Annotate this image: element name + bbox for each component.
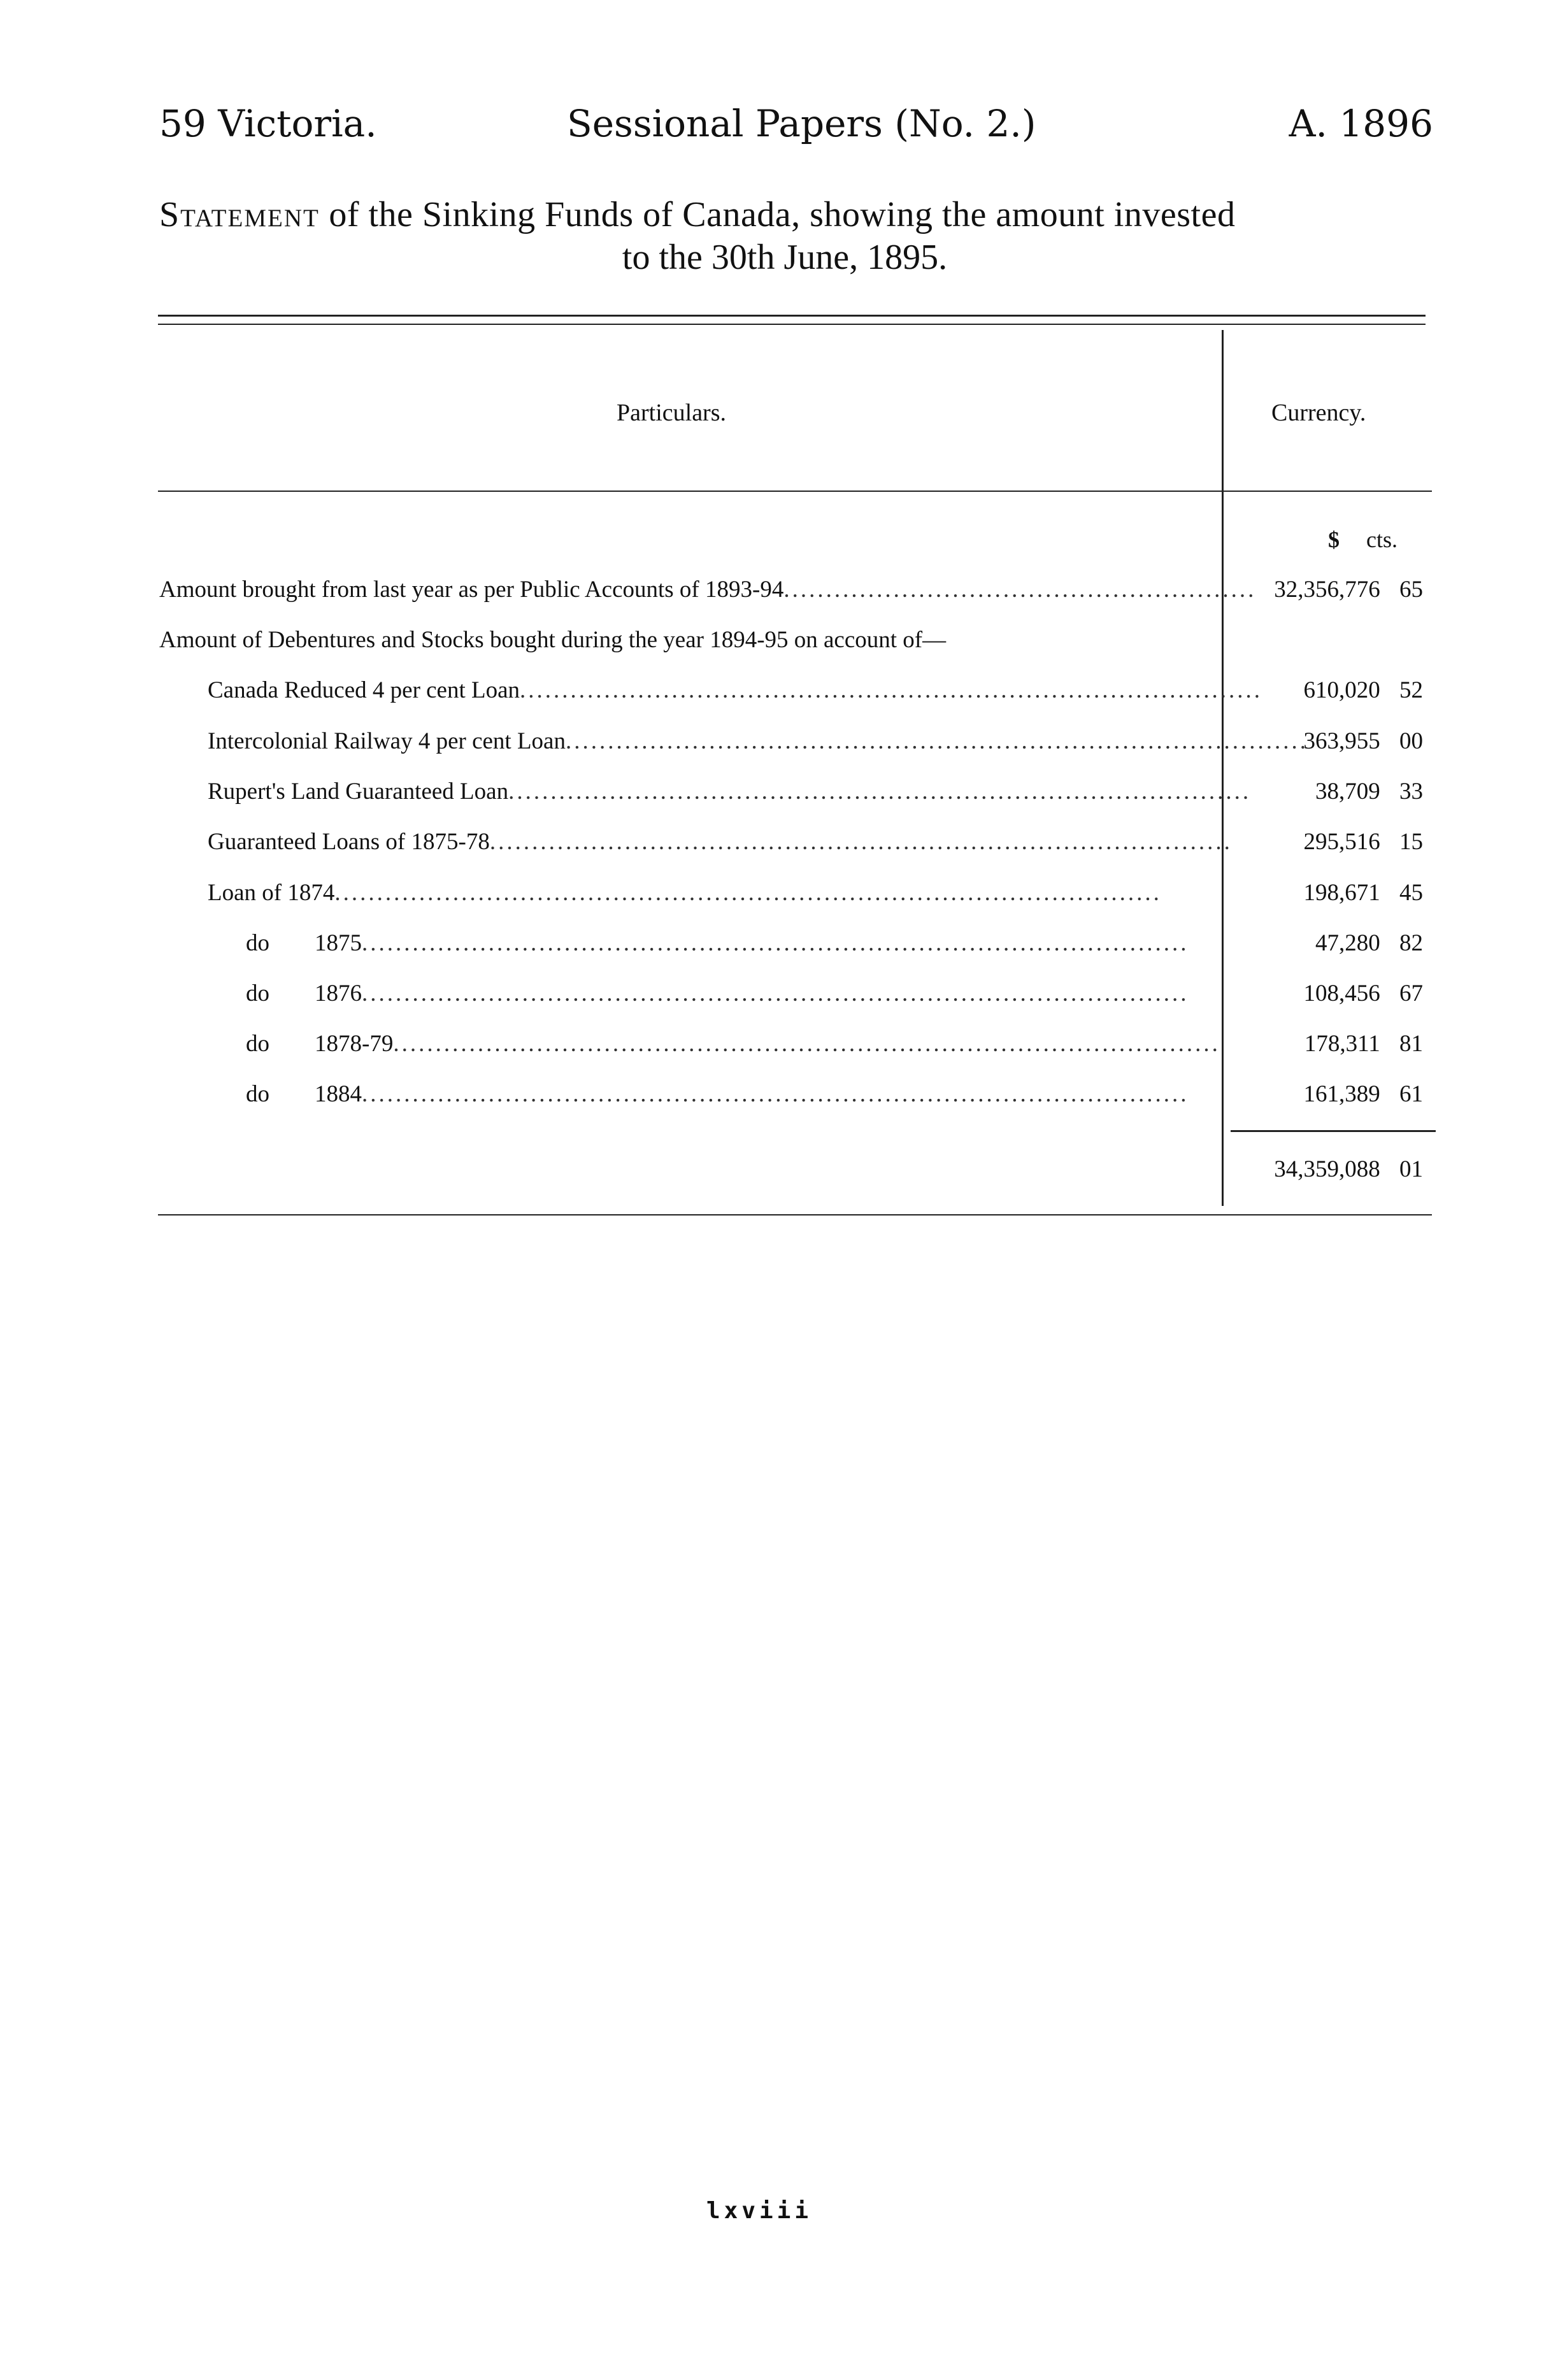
row-label: Amount of Debentures and Stocks bought during the year 1894-95 on account of— xyxy=(159,627,947,653)
table-row: do 1884 .................................................................................................. 161,389 61 xyxy=(246,1081,1423,1107)
header-year: A. 1896 xyxy=(1289,102,1433,145)
currency-units xyxy=(1328,526,1397,553)
row-amount xyxy=(1304,980,1424,1007)
row-label: Amount brought from last year as per Public Accounts of 1893-94 xyxy=(159,577,784,603)
row-dollars: 178,311 xyxy=(1304,1031,1380,1057)
row-year: 1876 xyxy=(315,980,362,1007)
row-label: do xyxy=(246,1031,269,1057)
row-label: do xyxy=(246,980,269,1007)
top-rule-2 xyxy=(158,324,1426,325)
table-row: Rupert's Land Guaranteed Loan ........................................................................................ 38,709 33 xyxy=(208,778,1423,805)
total-amount xyxy=(1274,1156,1423,1183)
table-row: do 1876 .................................................................................................. 108,456 67 xyxy=(246,980,1423,1007)
row-amount xyxy=(1304,728,1424,755)
row-amount xyxy=(1304,828,1424,856)
row-cents: 52 xyxy=(1399,677,1423,703)
row-cents: 15 xyxy=(1399,829,1423,855)
column-divider xyxy=(1222,330,1224,1206)
row-dollars: 47,280 xyxy=(1315,930,1380,956)
heading-rule xyxy=(158,491,1432,492)
total-row xyxy=(0,1156,1519,1194)
row-label: Intercolonial Railway 4 per cent Loan xyxy=(208,728,566,754)
table-row-subheading xyxy=(0,626,1519,664)
row-cents: 00 xyxy=(1399,728,1423,754)
statement-title-line2: to the 30th June, 1895. xyxy=(622,238,948,277)
total-cents: 01 xyxy=(1399,1156,1423,1182)
row-label: Loan of 1874 xyxy=(208,880,335,906)
row-cents: 65 xyxy=(1399,577,1423,603)
row-label: Canada Reduced 4 per cent Loan xyxy=(208,677,520,703)
currency-heading: Currency. xyxy=(1271,399,1366,426)
row-amount xyxy=(1315,778,1423,805)
row-dollars: 38,709 xyxy=(1315,778,1380,805)
top-rule xyxy=(158,315,1426,317)
row-cents: 67 xyxy=(1399,980,1423,1007)
row-year: 1884 xyxy=(315,1081,362,1107)
row-cents: 61 xyxy=(1399,1081,1423,1107)
row-dollars: 363,955 xyxy=(1303,728,1380,754)
row-amount xyxy=(1315,929,1423,957)
table-row: Intercolonial Railway 4 per cent Loan ........................................................................................ 363,955 00 xyxy=(208,728,1423,754)
row-label: do xyxy=(246,930,269,956)
page-number: lxviii xyxy=(706,2198,813,2224)
row-cents: 33 xyxy=(1399,778,1423,805)
row-dollars: 610,020 xyxy=(1303,677,1380,703)
row-year: 1875 xyxy=(315,930,362,956)
table-row: Canada Reduced 4 per cent Loan ........................................................................................ 610,020 52 xyxy=(208,677,1423,703)
bottom-rule xyxy=(158,1214,1432,1215)
header-session: 59 Victoria. xyxy=(159,102,377,145)
row-dollars: 198,671 xyxy=(1303,880,1380,906)
table-row: Guaranteed Loans of 1875-78 ........................................................................................ 295,516 15 xyxy=(208,829,1423,855)
row-amount xyxy=(1305,1030,1423,1057)
row-cents: 45 xyxy=(1399,880,1423,906)
header-title: Sessional Papers (No. 2.) xyxy=(567,102,1036,145)
table-row: do 1875 .................................................................................................. 47,280 82 xyxy=(246,930,1423,956)
running-header xyxy=(159,102,1433,166)
dollar-sign: $ xyxy=(1328,527,1340,552)
row-label: Guaranteed Loans of 1875-78 xyxy=(208,829,490,855)
table-row: Amount brought from last year as per Public Accounts of 1893-94 ........................................................ 32,356,776 65 xyxy=(159,577,1423,603)
table-row: do 1878-79 .................................................................................................. 178,311 81 xyxy=(246,1031,1423,1057)
row-label: Rupert's Land Guaranteed Loan xyxy=(208,778,509,805)
total-rule xyxy=(1231,1130,1436,1132)
particulars-heading: Particulars. xyxy=(617,399,727,426)
statement-title-rest: of the Sinking Funds of Canada, showing the amount invested xyxy=(319,195,1236,234)
row-dollars: 295,516 xyxy=(1303,829,1380,855)
row-amount xyxy=(1274,576,1423,603)
total-dollars: 34,359,088 xyxy=(1274,1156,1380,1182)
row-amount xyxy=(1304,879,1424,907)
row-amount xyxy=(1304,677,1424,704)
row-dollars: 161,389 xyxy=(1303,1081,1380,1107)
row-dollars: 32,356,776 xyxy=(1274,577,1380,603)
row-label: do xyxy=(246,1081,269,1107)
row-cents: 82 xyxy=(1399,930,1423,956)
table-row: Loan of 1874 .................................................................................................. 198,671 45 xyxy=(208,880,1423,906)
row-dollars: 108,456 xyxy=(1303,980,1380,1007)
row-year: 1878-79 xyxy=(315,1031,394,1057)
cents-label: cts. xyxy=(1366,527,1397,552)
row-amount xyxy=(1304,1080,1424,1108)
row-cents: 81 xyxy=(1399,1031,1423,1057)
statement-title xyxy=(159,194,1433,235)
statement-lead: Statement xyxy=(159,195,320,234)
